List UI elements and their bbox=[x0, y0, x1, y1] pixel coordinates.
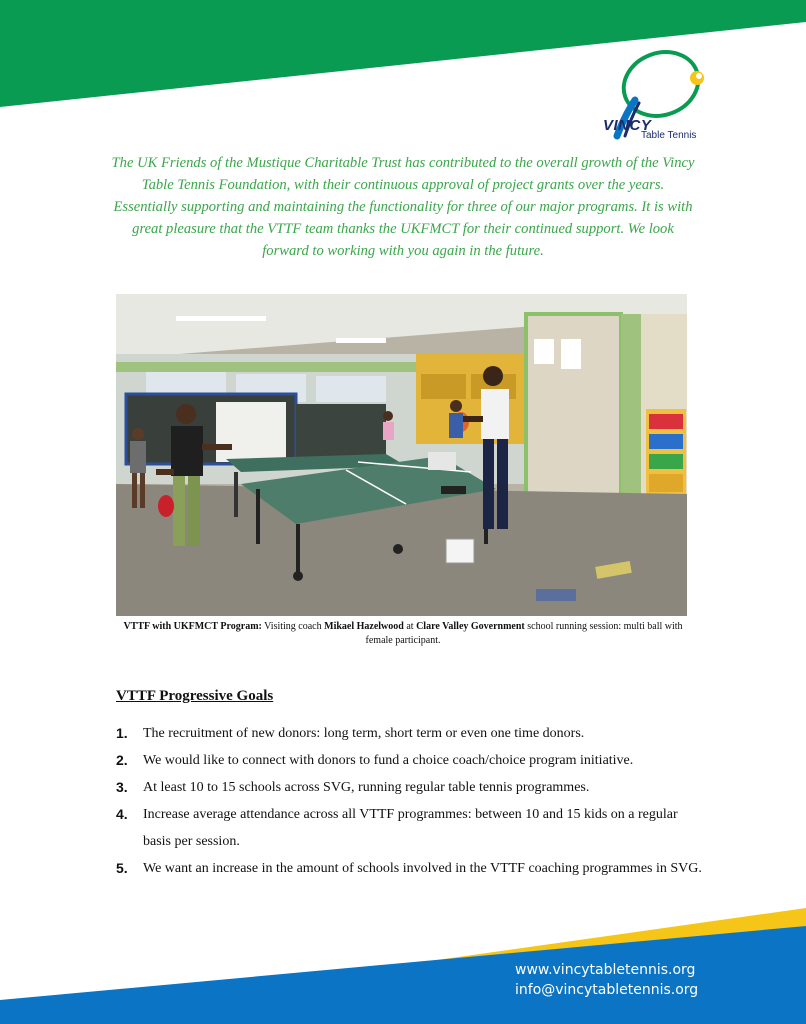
caption-coach: Mikael Hazelwood bbox=[324, 621, 404, 632]
caption-program: VTTF with UKFMCT Program: bbox=[123, 621, 262, 632]
goal-number: 3. bbox=[116, 779, 128, 795]
caption-text-3: school running session: multi ball with female participant. bbox=[365, 621, 683, 646]
logo-wordmark: VINCY bbox=[603, 117, 652, 134]
caption-text-2: at bbox=[403, 621, 417, 632]
goals-list bbox=[116, 720, 706, 882]
website-link[interactable]: www.vincytabletennis.org bbox=[515, 962, 696, 978]
goal-item bbox=[116, 720, 706, 747]
program-photo bbox=[116, 294, 687, 616]
caption-text-1: Visiting coach bbox=[261, 621, 325, 632]
goal-item bbox=[116, 801, 706, 855]
goal-text: At least 10 to 15 schools across SVG, running regular table tennis programmes. bbox=[143, 780, 590, 795]
goal-item bbox=[116, 747, 706, 774]
logo-subtitle: Table Tennis bbox=[641, 130, 697, 141]
goal-text: We would like to connect with donors to fund a choice coach/choice program initiative. bbox=[143, 753, 634, 768]
footer-contact bbox=[515, 960, 698, 1000]
goals-title: VTTF Progressive Goals bbox=[116, 688, 274, 704]
photo-caption bbox=[110, 620, 696, 648]
intro-paragraph: The UK Friends of the Mustique Charitable Trust has contributed to the overall growth of the Vincy Table Tennis Foundation, with their continuous approval of project grants over the years. Essentially supporting and maintaining the functionality for three of our major programs. It is with great pleasure that the VTTF team thanks the UKFMCT for their continued support. We look forward to working with you again in the future. bbox=[111, 155, 695, 259]
goal-number: 1. bbox=[116, 725, 128, 741]
goal-text: Increase average attendance across all VTTF programmes: between 10 and 15 kids on a regular basis per session. bbox=[143, 807, 678, 849]
goal-number: 2. bbox=[116, 752, 128, 768]
goal-item bbox=[116, 774, 706, 801]
goal-number: 4. bbox=[116, 806, 128, 822]
email-link[interactable]: info@vincytabletennis.org bbox=[515, 982, 699, 998]
goal-text: The recruitment of new donors: long term, short term or even one time donors. bbox=[143, 726, 585, 741]
goal-number: 5. bbox=[116, 860, 128, 876]
goal-item bbox=[116, 855, 706, 882]
caption-school: Clare Valley Government bbox=[416, 621, 525, 632]
goal-text: We want an increase in the amount of schools involved in the VTTF coaching programmes in SVG. bbox=[143, 861, 702, 876]
